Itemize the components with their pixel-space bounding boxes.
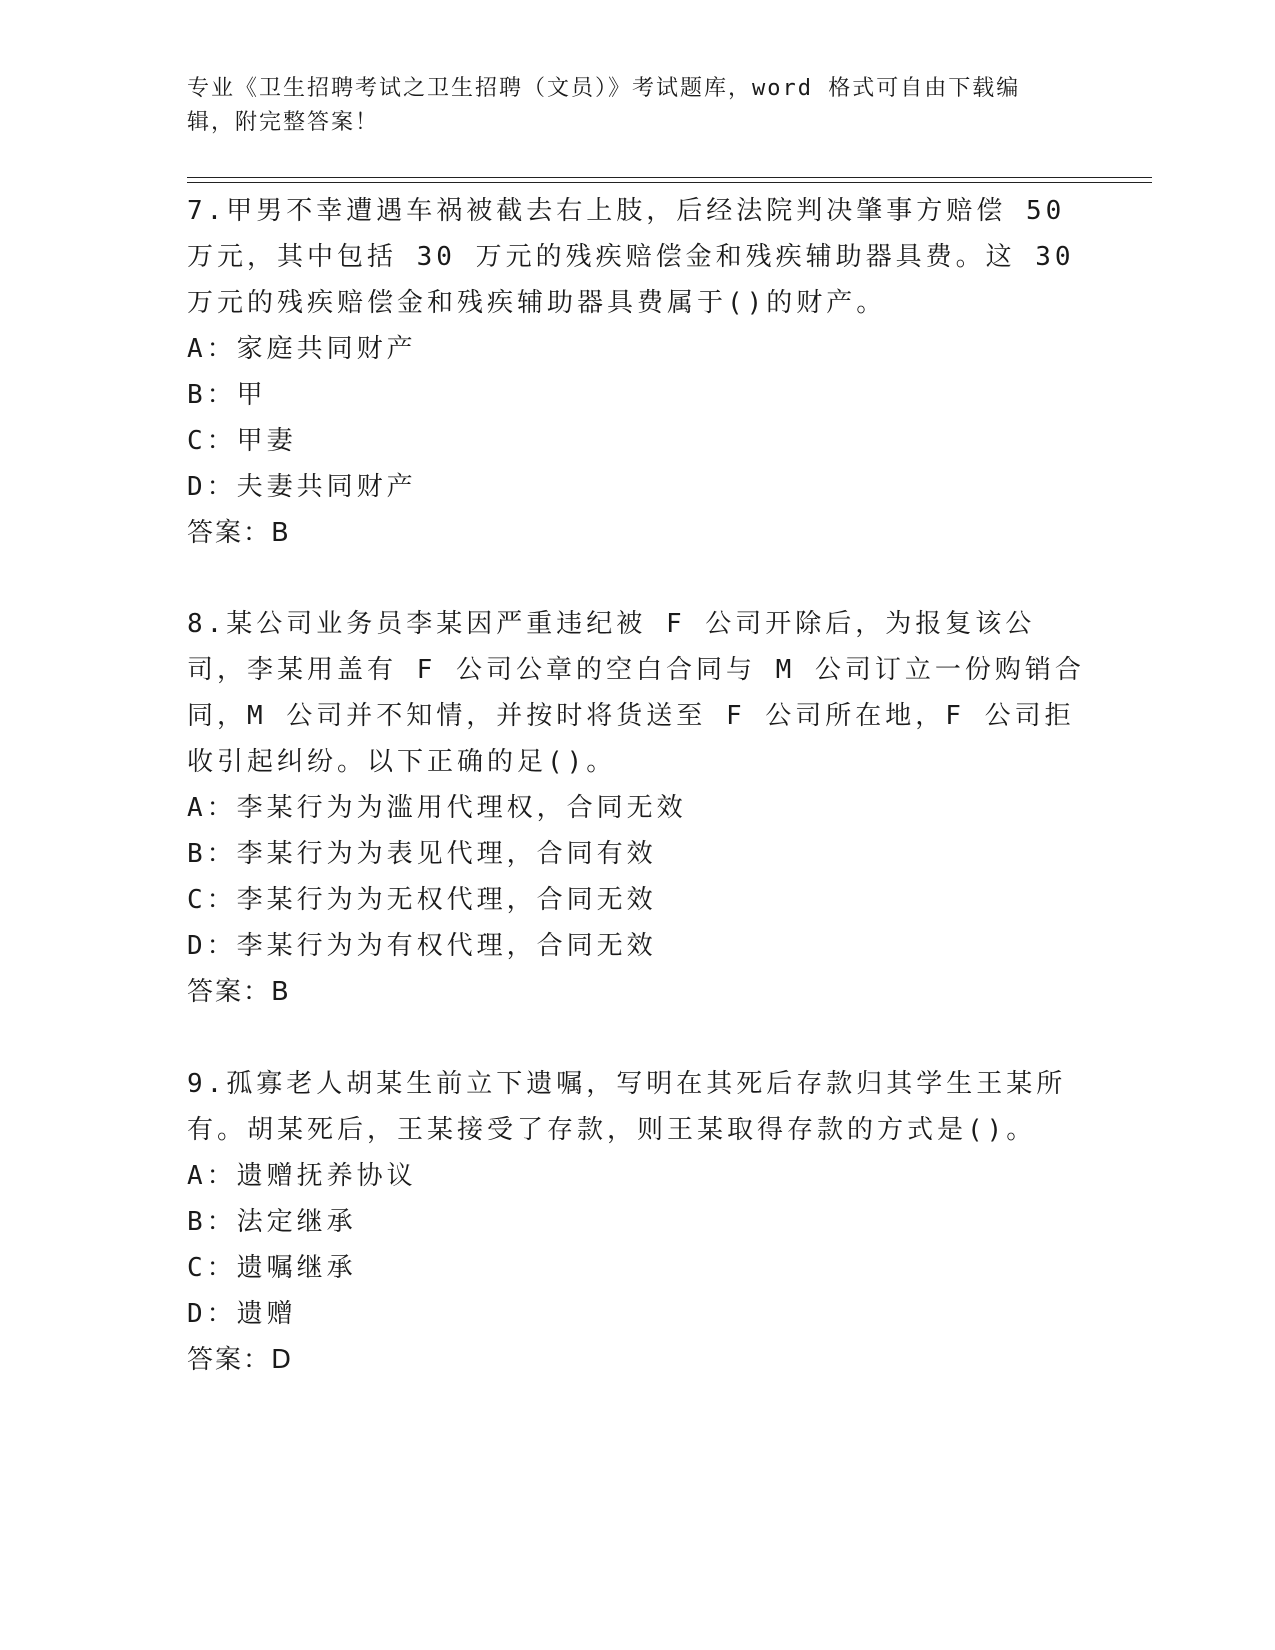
option-d: D：李某行为为有权代理，合同无效	[187, 931, 657, 961]
header-divider-bottom	[187, 182, 1152, 183]
answer: 答案：B	[187, 977, 291, 1007]
option-c: C：甲妻	[187, 426, 297, 456]
question-stem: 9.孤寡老人胡某生前立下遗嘱，写明在其死后存款归其学生王某所有。胡某死后，王某接受了存款，则王某取得存款的方式是()。	[187, 1069, 1067, 1145]
option-a: A：李某行为为滥用代理权，合同无效	[187, 793, 687, 823]
option-b: B：法定继承	[187, 1207, 357, 1237]
option-b: B：李某行为为表见代理，合同有效	[187, 839, 657, 869]
option-b: B：甲	[187, 380, 267, 410]
answer: 答案：D	[187, 1345, 294, 1375]
option-c: C：李某行为为无权代理，合同无效	[187, 885, 657, 915]
option-a: A：家庭共同财产	[187, 334, 417, 364]
question-stem: 8.某公司业务员李某因严重违纪被 F 公司开除后，为报复该公司，李某用盖有 F 公司公章的空白合同与 M 公司订立一份购销合同，M 公司并不知情，并按时将货送至 F 公司所在地，F 公司拒收引起纠纷。以下正确的足()。	[187, 609, 1085, 777]
document-header: 专业《卫生招聘考试之卫生招聘（文员）》考试题库，word 格式可自由下载编辑，附完整答案！	[187, 76, 1021, 135]
question-7	[187, 188, 1087, 556]
option-c: C：遗嘱继承	[187, 1253, 357, 1283]
question-9	[187, 1061, 1087, 1383]
header-divider-top	[187, 177, 1152, 178]
question-8	[187, 601, 1087, 1015]
option-a: A：遗赠抚养协议	[187, 1161, 417, 1191]
answer: 答案：B	[187, 518, 291, 548]
question-stem: 7.甲男不幸遭遇车祸被截去右上肢，后经法院判决肇事方赔偿 50 万元，其中包括 30 万元的残疾赔偿金和残疾辅助器具费。这 30 万元的残疾赔偿金和残疾辅助器具费属于()的财产。	[187, 196, 1075, 318]
option-d: D：遗赠	[187, 1299, 297, 1329]
option-d: D：夫妻共同财产	[187, 472, 417, 502]
